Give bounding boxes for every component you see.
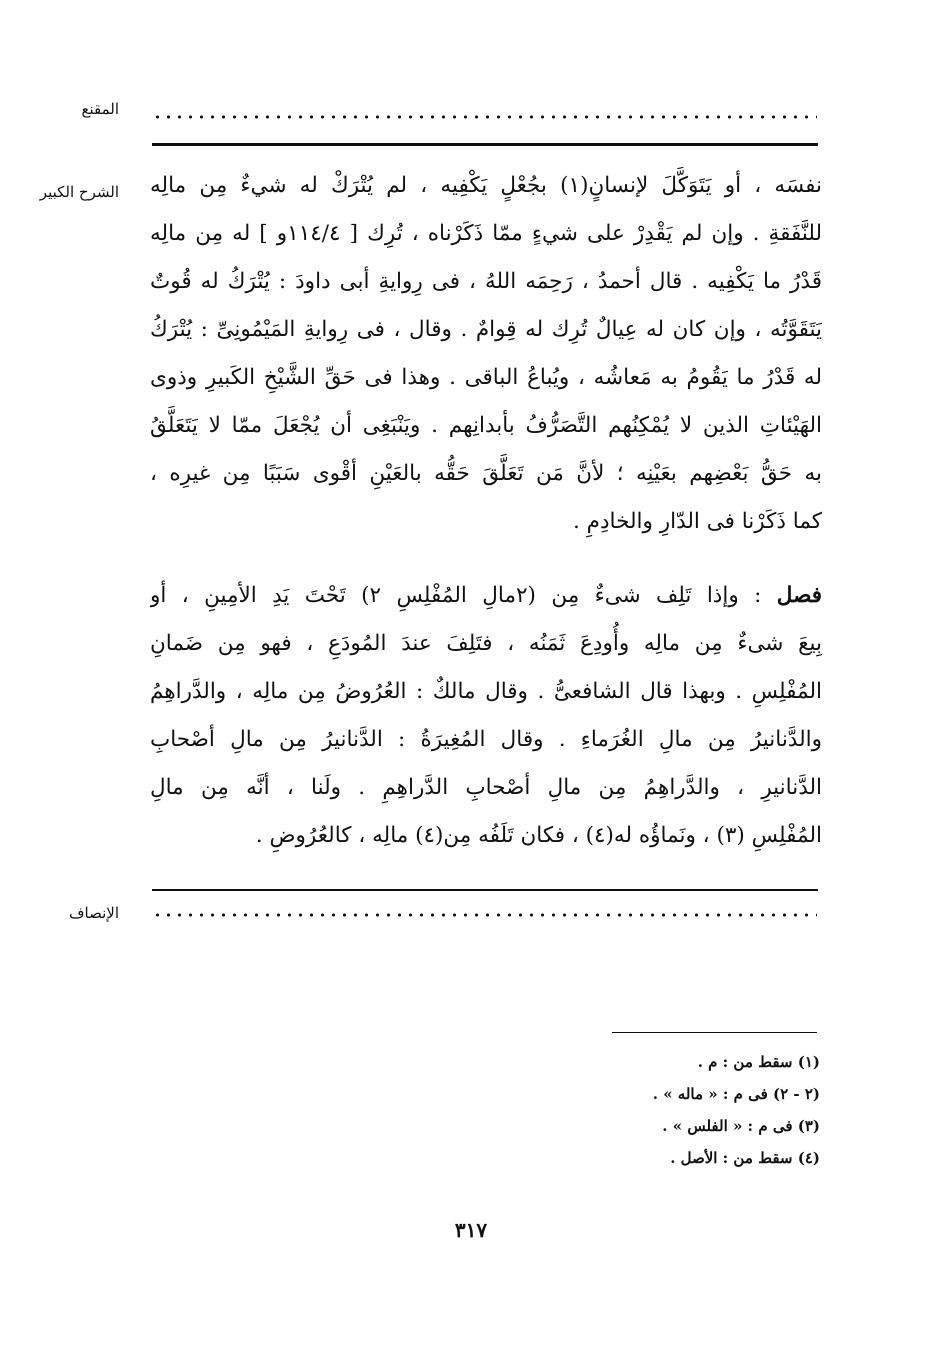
text-line: والدَّنانيرُ مِن مالِ الغُرَماءِ . وقال المُغِيرَةُ : الدَّنانيرُ مِن مالِ أصْحابِ (150, 727, 822, 752)
text-line: الدَّنانيرِ ، والدَّراهِمُ مِن مالِ أصْحابِ الدَّراهِمِ . ولَنا ، أنَّه مِن مالِ (150, 775, 822, 800)
text-line: يَتَقَوَّتُه ، وإن كان له عِيالٌ تُرِك له قِوامٌ . وقال ، فى رِوايةِ المَيْمُونِىِّ : يُتْرَكُ (150, 317, 822, 342)
insaf-dotted-line (152, 912, 817, 918)
page-number: ٣١٧ (454, 1218, 488, 1242)
text-line: به حَقُّ بَعْضِهم بعَيْنِه ؛ لأنَّ مَن تَعَلَّقَ حَقُّه بالعَيْنِ أقْوى سَبَبًا مِن غيرِه ، (150, 461, 822, 486)
header-label-muqni: المقنع (81, 100, 119, 118)
text-line: المُفْلِسِ . وبهذا قال الشافعىُّ . وقال مالكٌ : العُرُوضُ مِن مالِه ، والدَّراهِمُ (150, 679, 822, 704)
footnote: (٣) فى م : « الفلس » . (662, 1117, 820, 1135)
fasl-heading: فصل (776, 583, 822, 608)
main-text (150, 162, 822, 546)
header-rule (152, 143, 818, 146)
fasl-section (150, 572, 822, 860)
fasl-text: : وإذا تَلِف شىءٌ مِن (٢مالِ المُفْلِسِ ٢) تَحْتَ يَدِ الأمِينِ ، أو (150, 583, 762, 608)
text-line: للنَّفَقةِ . وإن لم يَقْدِرْ على شيءٍ ممّا ذَكَرْناه ، تُرِك [ ١١٤/٤و ] له مِن مالِه (150, 221, 822, 246)
text-line: كما ذَكَرْنا فى الدّارِ والخادِمِ . (572, 509, 822, 534)
margin-label-sharh: الشرح الكبير (39, 183, 119, 201)
footnote: (١) سقط من : م . (697, 1053, 820, 1071)
footnote: (٢ - ٢) فى م : « ماله » . (652, 1085, 820, 1103)
text-line: المُفْلِسِ (٣) ، ونَماؤُه له(٤) ، فكان تَلَفُه مِن(٤) مالِه ، كالعُرُوضِ . (255, 823, 822, 848)
header-dotted-line (152, 114, 817, 120)
text-line: قَدْرُ ما يَكْفِيه . قال أحمدُ ، رَحِمَه اللهُ ، فى رِوايةِ أبى داودَ : يُتْرَكُ له قُوتٌ (150, 269, 822, 294)
text-line: الهَيْئاتِ الذين لا يُمْكِنُهم التَّصَرُّفُ بأبدانِهم . ويَنْبَغِى أن يُجْعَلَ ممّا لا يَتَعَلَّقُ (150, 413, 822, 438)
text-line: بِيعَ شىءٌ مِن مالِه وأُودِعَ ثَمَنُه ، فتَلِفَ عندَ المُودَعِ ، فهو مِن ضَمانِ (150, 631, 822, 656)
main-bottom-rule (152, 889, 818, 891)
footnotes (520, 1046, 820, 1174)
text-line: نفسَه ، أو يَتَوَكَّلَ لإنسانٍ(١) بجُعْلٍ يَكْفِيه ، لم يُتْرَكْ له شيءٌ مِن مالِه (150, 173, 822, 198)
text-line: له قَدْرُ ما يَقُومُ به مَعاشُه ، ويُباعُ الباقى . وهذا فى حَقِّ الشَّيْخِ الكَبيرِ وذوى (150, 365, 822, 390)
footnote: (٤) سقط من : الأصل . (670, 1149, 820, 1167)
text-line-fasl (150, 572, 822, 620)
margin-label-insaf: الإنصاف (68, 904, 119, 922)
footnote-rule (612, 1032, 817, 1033)
